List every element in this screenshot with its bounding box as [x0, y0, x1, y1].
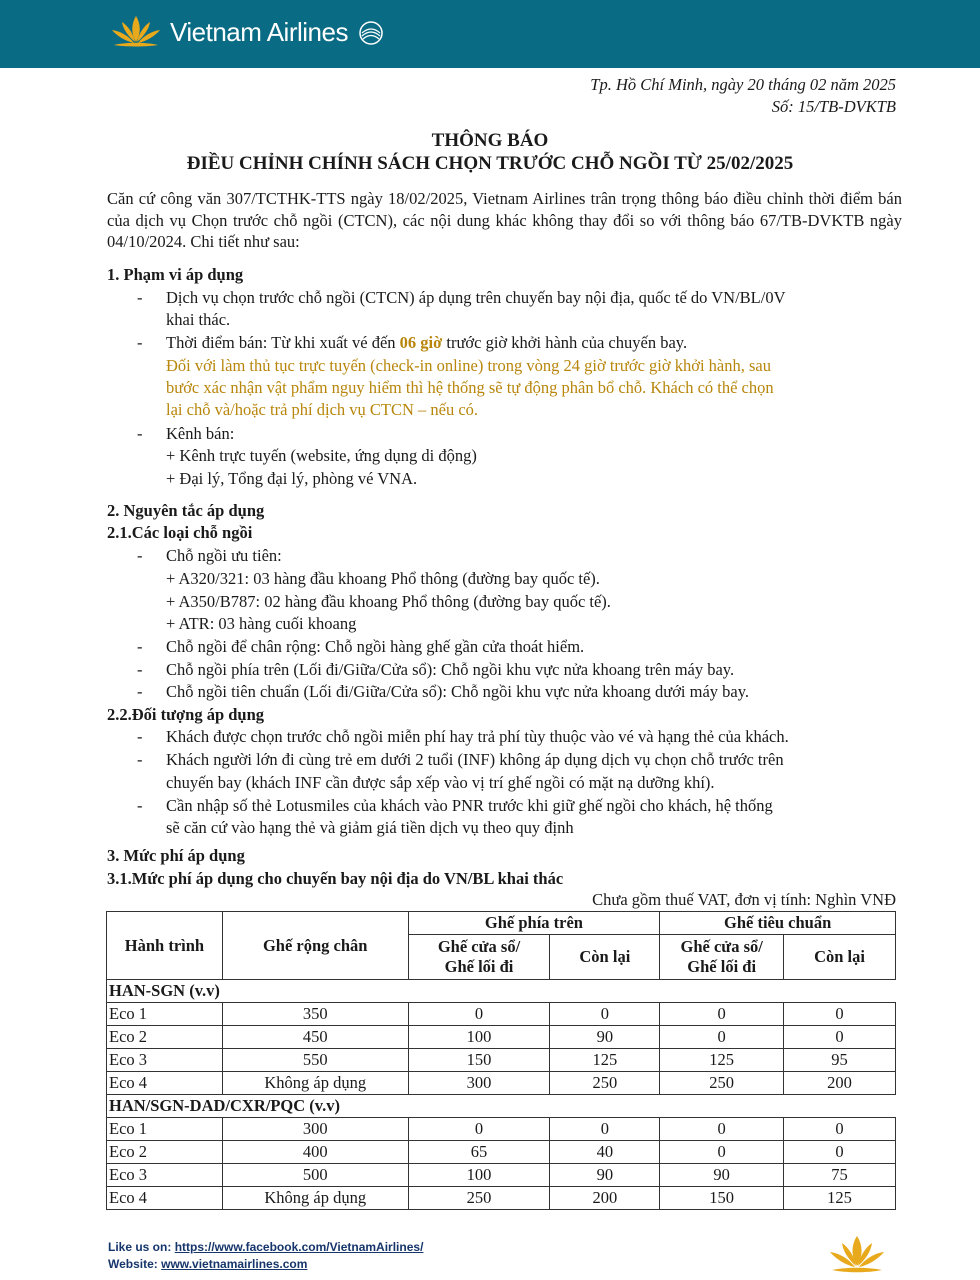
section-3-1-heading: 3.1.Mức phí áp dụng cho chuyến bay nội địa do VN/BL khai thác	[107, 869, 564, 888]
cell-upper-window: 300	[408, 1072, 550, 1095]
cell-standard-rest: 200	[784, 1072, 896, 1095]
scope-item-2	[166, 333, 687, 353]
route-group-row	[107, 1095, 896, 1118]
scope-item-3: Kênh bán:	[166, 424, 235, 443]
lotus-icon	[826, 1232, 888, 1278]
cell-standard-window: 0	[660, 1141, 784, 1164]
header-aisle-text: Ghế lối đi	[444, 957, 514, 976]
checkin-note-3: lại chỗ và/hoặc trả phí dịch vụ CTCN – nếu có.	[166, 400, 479, 419]
checkin-note-1: Đối với làm thủ tục trực tuyến (check-in online) trong vòng 24 giờ trước giờ khởi hành, sau	[166, 356, 771, 375]
priority-a320: + A320/321: 03 hàng đầu khoang Phổ thông (đường bay quốc tế).	[166, 569, 600, 588]
table-row	[107, 1003, 896, 1026]
table-row	[107, 1187, 896, 1210]
cell-upper-window: 100	[408, 1164, 550, 1187]
route-name: HAN-SGN (v.v)	[107, 980, 896, 1003]
col-header-standard-rest: Còn lại	[784, 935, 896, 980]
cell-upper-window: 0	[408, 1003, 550, 1026]
document-number: Số: 15/TB-DVKTB	[771, 97, 896, 116]
website-label: Website:	[108, 1257, 158, 1271]
col-header-standard-window	[660, 935, 784, 980]
page-subtitle: ĐIỀU CHỈNH CHÍNH SÁCH CHỌN TRƯỚC CHỖ NGỒI TỪ 25/02/2025	[186, 153, 794, 174]
header-bar	[0, 0, 980, 68]
seat-type-upper: Chỗ ngồi phía trên (Lối đi/Giữa/Cửa sổ): Chỗ ngồi khu vực nửa khoang trên máy bay.	[166, 660, 735, 679]
eligibility-3-cont: sẽ căn cứ vào hạng thẻ và giảm giá tiền dịch vụ theo quy định	[166, 818, 574, 837]
bullet-dash: -	[137, 796, 143, 815]
cell-upper-rest: 0	[550, 1118, 660, 1141]
cell-class: Eco 4	[107, 1187, 223, 1210]
bullet-dash: -	[137, 727, 143, 746]
scope-item-1: Dịch vụ chọn trước chỗ ngồi (CTCN) áp dụng trên chuyến bay nội địa, quốc tế do VN/BL/0V	[166, 288, 786, 307]
table-row	[107, 1118, 896, 1141]
document-meta	[590, 74, 896, 118]
cell-legroom: 550	[222, 1049, 408, 1072]
section-2-heading: 2. Nguyên tắc áp dụng	[107, 501, 265, 520]
cell-standard-window: 0	[660, 1026, 784, 1049]
cell-standard-rest: 125	[784, 1187, 896, 1210]
priority-a350: + A350/B787: 02 hàng đầu khoang Phổ thông (đường bay quốc tế).	[166, 592, 611, 611]
col-header-upper-rest: Còn lại	[550, 935, 660, 980]
cell-standard-rest: 0	[784, 1026, 896, 1049]
cell-legroom: Không áp dụng	[222, 1072, 408, 1095]
page-title: THÔNG BÁO	[431, 130, 549, 151]
cell-upper-rest: 90	[550, 1164, 660, 1187]
cell-upper-window: 65	[408, 1141, 550, 1164]
cell-standard-window: 125	[660, 1049, 784, 1072]
header-window-text: Ghế cửa sổ/	[437, 937, 521, 956]
place-date: Tp. Hồ Chí Minh, ngày 20 tháng 02 năm 2025	[590, 75, 896, 94]
cell-legroom: 400	[222, 1141, 408, 1164]
cell-upper-rest: 125	[550, 1049, 660, 1072]
sale-time-hours: 06 giờ	[399, 333, 443, 352]
bullet-dash: -	[137, 424, 143, 443]
cell-class: Eco 2	[107, 1026, 223, 1049]
cell-standard-rest: 0	[784, 1141, 896, 1164]
bullet-dash: -	[137, 750, 143, 769]
priority-atr: + ATR: 03 hàng cuối khoang	[166, 614, 357, 633]
bullet-dash: -	[137, 288, 143, 307]
cell-upper-window: 100	[408, 1026, 550, 1049]
header-window-text: Ghế cửa sổ/	[680, 937, 763, 956]
route-name: HAN/SGN-DAD/CXR/PQC (v.v)	[107, 1095, 896, 1118]
bullet-dash: -	[137, 333, 143, 352]
sale-time-text-end: trước giờ khởi hành của chuyến bay.	[442, 333, 688, 352]
skyteam-icon	[354, 17, 388, 47]
eligibility-2: Khách người lớn đi cùng trẻ em dưới 2 tuổi (INF) không áp dụng dịch vụ chọn chỗ trước trên	[166, 750, 784, 769]
lotus-logo-icon	[108, 12, 164, 52]
cell-standard-window: 90	[660, 1164, 784, 1187]
bullet-dash: -	[137, 546, 143, 565]
cell-standard-rest: 75	[784, 1164, 896, 1187]
cell-upper-rest: 200	[550, 1187, 660, 1210]
cell-upper-rest: 250	[550, 1072, 660, 1095]
cell-legroom: 350	[222, 1003, 408, 1026]
section-2-1-heading: 2.1.Các loại chỗ ngồi	[107, 523, 253, 542]
website-link[interactable]: www.vietnamairlines.com	[161, 1257, 308, 1271]
eligibility-2-cont: chuyến bay (khách INF cần được sắp xếp vào vị trí ghế ngồi có mặt nạ dưỡng khí).	[166, 773, 715, 792]
cell-upper-rest: 40	[550, 1141, 660, 1164]
cell-standard-rest: 0	[784, 1003, 896, 1026]
cell-legroom: 450	[222, 1026, 408, 1049]
scope-item-1-cont: khai thác.	[166, 310, 231, 329]
cell-upper-window: 0	[408, 1118, 550, 1141]
cell-legroom: Không áp dụng	[222, 1187, 408, 1210]
facebook-label: Like us on:	[108, 1240, 172, 1254]
brand-name: Vietnam Airlines	[170, 16, 348, 47]
seat-type-legroom: Chỗ ngồi để chân rộng: Chỗ ngồi hàng ghế gần cửa thoát hiểm.	[166, 637, 585, 656]
section-3-heading: 3. Mức phí áp dụng	[107, 846, 245, 865]
col-header-standard: Ghế tiêu chuẩn	[660, 912, 896, 935]
brand-logo	[108, 12, 388, 52]
table-row	[107, 1049, 896, 1072]
cell-standard-window: 0	[660, 1003, 784, 1026]
bullet-dash: -	[137, 660, 143, 679]
fee-table	[106, 911, 896, 1210]
bullet-dash: -	[137, 682, 143, 701]
table-row	[107, 1164, 896, 1187]
intro-paragraph: Căn cứ công văn 307/TCTHK-TTS ngày 18/02/2025, Vietnam Airlines trân trọng thông báo điều chỉnh thời điểm bán của dịch vụ Chọn trước chỗ ngồi (CTCN), các nội dung khác không thay đổi so với thông báo 67/TB-DVKTB ngày 04/10/2024. Chi tiết như sau:	[107, 189, 902, 251]
route-group-row	[107, 980, 896, 1003]
cell-class: Eco 1	[107, 1118, 223, 1141]
cell-upper-window: 250	[408, 1187, 550, 1210]
channel-agency: + Đại lý, Tổng đại lý, phòng vé VNA.	[166, 469, 418, 488]
cell-legroom: 500	[222, 1164, 408, 1187]
fee-unit-note: Chưa gồm thuế VAT, đơn vị tính: Nghìn VNĐ	[592, 890, 896, 909]
footer-website	[108, 1257, 307, 1271]
cell-upper-rest: 90	[550, 1026, 660, 1049]
table-row	[107, 1072, 896, 1095]
cell-class: Eco 3	[107, 1049, 223, 1072]
cell-standard-window: 250	[660, 1072, 784, 1095]
header-aisle-text: Ghế lối đi	[687, 957, 757, 976]
seat-type-standard: Chỗ ngồi tiên chuẩn (Lối đi/Giữa/Cửa sổ): Chỗ ngồi khu vực nửa khoang dưới máy bay.	[166, 682, 750, 701]
col-header-legroom: Ghế rộng chân	[222, 912, 408, 980]
col-header-route: Hành trình	[107, 912, 223, 980]
cell-legroom: 300	[222, 1118, 408, 1141]
eligibility-1: Khách được chọn trước chỗ ngồi miễn phí hay trả phí tùy thuộc vào vé và hạng thẻ của khách.	[166, 727, 789, 746]
facebook-link[interactable]: https://www.facebook.com/VietnamAirlines/	[174, 1240, 424, 1254]
cell-class: Eco 4	[107, 1072, 223, 1095]
col-header-upper-window	[408, 935, 550, 980]
sale-time-text: Thời điểm bán: Từ khi xuất vé đến	[166, 333, 400, 352]
cell-upper-rest: 0	[550, 1003, 660, 1026]
cell-upper-window: 150	[408, 1049, 550, 1072]
section-2-2-heading: 2.2.Đối tượng áp dụng	[107, 705, 265, 724]
channel-online: + Kênh trực tuyến (website, ứng dụng di động)	[166, 446, 477, 465]
seat-type-priority: Chỗ ngồi ưu tiên:	[166, 546, 282, 565]
section-1-heading: 1. Phạm vi áp dụng	[107, 265, 244, 284]
cell-standard-rest: 0	[784, 1118, 896, 1141]
cell-standard-window: 0	[660, 1118, 784, 1141]
footer-facebook	[108, 1240, 423, 1254]
col-header-upper: Ghế phía trên	[408, 912, 660, 935]
cell-standard-window: 150	[660, 1187, 784, 1210]
table-row	[107, 1026, 896, 1049]
table-row	[107, 1141, 896, 1164]
bullet-dash: -	[137, 637, 143, 656]
eligibility-3: Cần nhập số thẻ Lotusmiles của khách vào PNR trước khi giữ ghế ngồi cho khách, hệ thống	[166, 796, 773, 815]
cell-class: Eco 3	[107, 1164, 223, 1187]
cell-class: Eco 2	[107, 1141, 223, 1164]
cell-standard-rest: 95	[784, 1049, 896, 1072]
checkin-note-2: bước xác nhận vật phẩm nguy hiểm thì hệ thống sẽ tự động phân bổ chỗ. Khách có thể chọn	[166, 378, 774, 397]
cell-class: Eco 1	[107, 1003, 223, 1026]
